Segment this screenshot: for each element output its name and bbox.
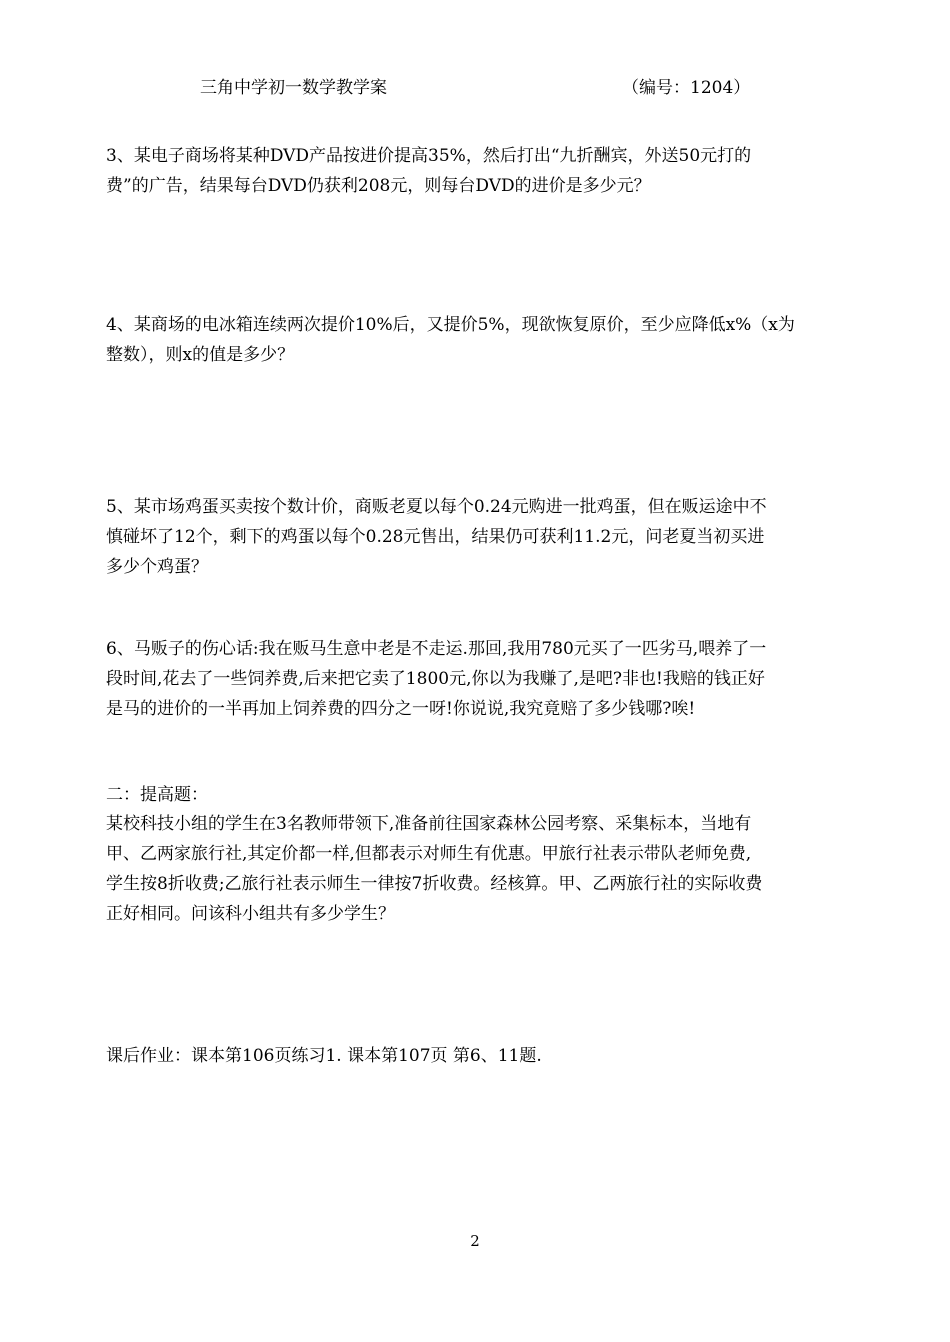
problem-6-line-1: 6、马贩子的伤心话:我在贩马生意中老是不走运.那回,我用780元买了一匹劣马,喂养了一	[106, 639, 767, 659]
advanced-problem-line-4: 正好相同。问该科小组共有多少学生？	[106, 904, 395, 924]
problem-4-line-2: 整数），则x的值是多少？	[106, 345, 295, 365]
problem-4	[106, 310, 846, 370]
page-header-code: （编号：1204）	[622, 78, 751, 98]
advanced-problem-line-2: 甲、乙两家旅行社,其定价都一样,但都表示对师生有优惠。甲旅行社表示带队老师免费,	[106, 844, 752, 864]
problem-5	[106, 492, 846, 582]
advanced-problem	[106, 809, 846, 929]
problem-5-line-2: 慎碰坏了12个，剩下的鸡蛋以每个0.28元售出，结果仍可获利11.2元，问老夏当初买进	[106, 527, 765, 547]
problem-6-line-3: 是马的进价的一半再加上饲养费的四分之一呀!你说说,我究竟赔了多少钱哪?唉!	[106, 699, 696, 719]
homework-text: 课后作业：课本第106页练习1. 课本第107页 第6、11题.	[106, 1046, 542, 1066]
problem-3	[106, 141, 846, 201]
advanced-problem-line-1: 某校科技小组的学生在3名教师带领下,准备前往国家森林公园考察、采集标本，当地有	[106, 814, 752, 834]
problem-6	[106, 634, 846, 724]
advanced-section-label: 二：提高题：	[106, 785, 208, 805]
page-header-title: 三角中学初一数学教学案	[200, 78, 387, 98]
problem-5-line-1: 5、某市场鸡蛋买卖按个数计价，商贩老夏以每个0.24元购进一批鸡蛋，但在贩运途中不	[106, 497, 767, 517]
problem-5-line-3: 多少个鸡蛋？	[106, 557, 208, 577]
homework-assignment	[106, 1041, 846, 1071]
problem-6-line-2: 段时间,花去了一些饲养费,后来把它卖了1800元,你以为我赚了,是吧?非也!我赔的钱正好	[106, 669, 765, 689]
problem-4-line-1: 4、某商场的电冰箱连续两次提价10%后，又提价5%，现欲恢复原价，至少应降低x%（x为	[106, 315, 795, 335]
advanced-problem-line-3: 学生按8折收费;乙旅行社表示师生一律按7折收费。经核算。甲、乙两旅行社的实际收费	[106, 874, 763, 894]
problem-3-line-2: 费”的广告，结果每台DVD仍获利208元，则每台DVD的进价是多少元？	[106, 176, 651, 196]
page-number: 2	[470, 1232, 480, 1250]
problem-3-line-1: 3、某电子商场将某种DVD产品按进价提高35%，然后打出“九折酬宾，外送50元打的	[106, 146, 752, 166]
